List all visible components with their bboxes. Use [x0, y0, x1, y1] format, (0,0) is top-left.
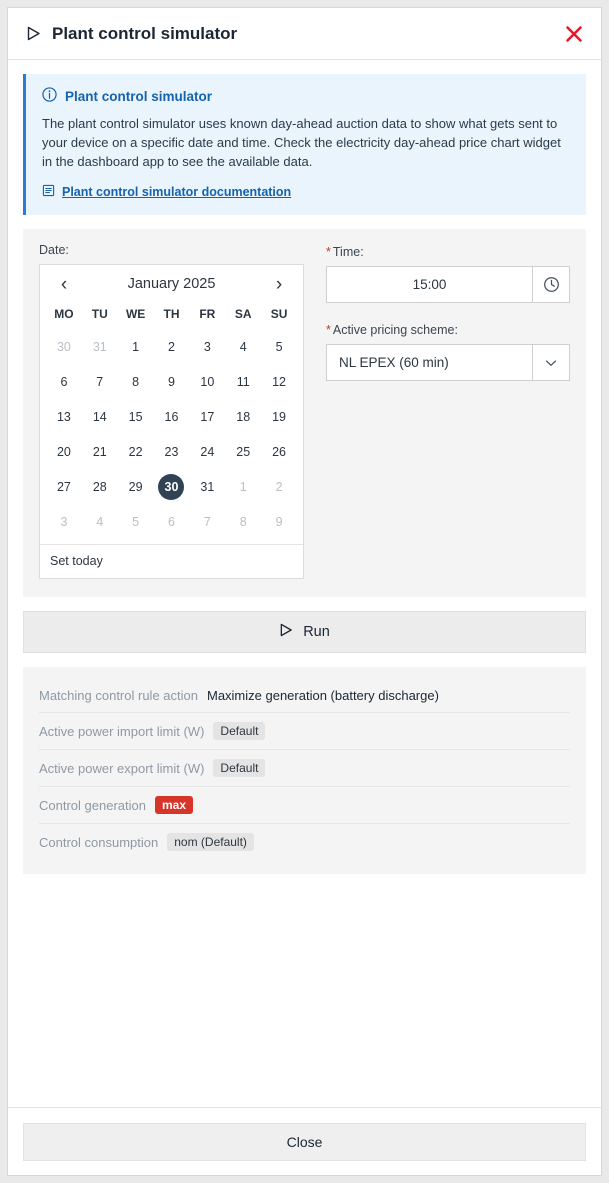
result-row	[39, 824, 570, 860]
calendar-dow-header: TU	[91, 307, 108, 321]
settings-column	[326, 243, 570, 579]
calendar-selected-day: 30	[158, 474, 184, 500]
calendar-day-cell[interactable]: 22	[128, 445, 143, 459]
calendar-day-cell[interactable]: 4	[96, 515, 104, 529]
calendar-day-cell[interactable]: 3	[60, 515, 68, 529]
calendar-dow-header: SU	[270, 307, 288, 321]
calendar-day-cell[interactable]: 16	[164, 410, 179, 424]
result-row	[39, 713, 570, 750]
calendar-day-cell[interactable]: 25	[236, 445, 251, 459]
calendar-day-cell[interactable]	[154, 470, 190, 505]
time-label-text: Time:	[332, 245, 364, 259]
calendar-day-cell[interactable]: 2	[275, 480, 283, 494]
calendar-day-cell[interactable]: 6	[168, 515, 175, 529]
pricing-scheme-value[interactable]: NL EPEX (60 min)	[339, 355, 449, 370]
calendar-day-cell[interactable]: 30	[56, 340, 71, 354]
close-button[interactable]: Close	[23, 1123, 586, 1161]
result-key: Active power import limit (W)	[39, 723, 205, 739]
calendar-day-cell[interactable]: 13	[56, 410, 71, 424]
calendar-day-cell[interactable]: 31	[200, 480, 215, 494]
page-title: Plant control simulator	[52, 23, 238, 43]
pricing-scheme-select[interactable]	[326, 344, 570, 381]
calendar-day-cell[interactable]: 28	[92, 480, 107, 494]
date-column	[39, 243, 304, 579]
time-label	[326, 245, 570, 259]
result-row	[39, 750, 570, 787]
calendar-day-cell[interactable]: 17	[200, 410, 215, 424]
info-banner-text: The plant control simulator uses known day-ahead auction data to show what gets sent to your device on a specific date and time. Check the electricity day-ahead price chart widget in the dashboard app to see the available data.	[42, 116, 561, 169]
calendar-day-cell[interactable]: 12	[272, 375, 287, 389]
chevron-down-icon[interactable]	[532, 345, 569, 380]
time-required-marker: *	[326, 245, 331, 259]
pricing-scheme-label	[326, 323, 570, 337]
document-icon	[42, 184, 55, 200]
dialog-body	[8, 60, 601, 1107]
calendar-dow-header: MO	[54, 307, 74, 321]
result-value: Maximize generation (battery discharge)	[206, 688, 439, 703]
chevron-left-icon[interactable]: ‹	[60, 273, 68, 295]
time-input[interactable]	[326, 266, 570, 303]
date-label: Date:	[39, 243, 69, 257]
info-circle-icon	[42, 87, 57, 105]
calendar-day-cell[interactable]: 21	[92, 445, 107, 459]
calendar-day-cell[interactable]: 4	[239, 340, 247, 354]
calendar-day-cell[interactable]: 11	[236, 375, 250, 389]
clock-icon[interactable]	[532, 267, 569, 302]
result-value: Default	[213, 722, 265, 740]
result-row	[39, 679, 570, 713]
calendar-day-cell[interactable]: 26	[272, 445, 287, 459]
calendar-day-cell[interactable]: 9	[168, 375, 175, 389]
result-key: Control consumption	[39, 834, 159, 850]
chevron-right-icon[interactable]: ›	[275, 273, 283, 295]
pricing-scheme-label-text: Active pricing scheme:	[332, 323, 458, 337]
play-outline-icon	[279, 623, 293, 641]
result-value: nom (Default)	[167, 833, 254, 851]
calendar-day-cell[interactable]: 14	[92, 410, 107, 424]
info-banner-heading-row	[42, 87, 570, 105]
calendar-day-cell[interactable]: 6	[60, 375, 68, 389]
run-button[interactable]	[23, 611, 586, 653]
simulator-form-panel	[23, 229, 586, 597]
result-value: max	[155, 796, 193, 814]
result-row	[39, 787, 570, 824]
documentation-link[interactable]	[42, 184, 570, 200]
calendar-day-cell[interactable]: 8	[132, 375, 140, 389]
calendar-nav	[40, 265, 303, 303]
result-key: Matching control rule action	[39, 688, 198, 703]
calendar-day-cell[interactable]: 2	[168, 340, 175, 354]
time-input-value[interactable]: 15:00	[412, 277, 447, 292]
calendar-day-cell[interactable]: 8	[239, 515, 247, 529]
calendar-dow-header: TH	[163, 307, 180, 321]
calendar-day-cell[interactable]: 9	[275, 515, 283, 529]
info-banner	[23, 74, 586, 215]
calendar-month-label: January 2025	[127, 276, 216, 292]
calendar-day-cell[interactable]: 18	[236, 410, 251, 424]
play-outline-icon	[26, 26, 41, 41]
calendar-day-cell[interactable]: 20	[56, 445, 71, 459]
close-icon[interactable]	[561, 21, 587, 47]
calendar-day-cell[interactable]: 31	[92, 340, 107, 354]
documentation-link-label: Plant control simulator documentation	[62, 185, 292, 199]
result-key: Active power export limit (W)	[39, 760, 205, 776]
plant-control-simulator-dialog	[7, 7, 602, 1176]
calendar-grid	[40, 303, 303, 544]
result-value: Default	[213, 759, 265, 777]
calendar-day-cell[interactable]: 29	[128, 480, 143, 494]
calendar-day-cell[interactable]: 7	[203, 515, 211, 529]
info-banner-title: Plant control simulator	[65, 88, 213, 104]
date-picker-calendar[interactable]	[39, 264, 304, 579]
calendar-day-cell[interactable]: 5	[132, 515, 140, 529]
result-key: Control generation	[39, 797, 146, 813]
dialog-title-group	[26, 24, 237, 44]
calendar-day-cell[interactable]: 1	[239, 480, 247, 494]
calendar-day-cell[interactable]: 23	[164, 445, 179, 459]
calendar-day-cell[interactable]: 7	[96, 375, 104, 389]
run-button-label: Run	[303, 624, 330, 640]
calendar-day-cell[interactable]: 24	[200, 445, 215, 459]
calendar-day-cell[interactable]: 10	[200, 375, 215, 389]
scheme-required-marker: *	[326, 323, 331, 337]
calendar-day-cell[interactable]: 1	[132, 340, 140, 354]
simulation-results	[23, 667, 586, 874]
set-today-button[interactable]: Set today	[40, 544, 303, 578]
calendar-dow-header: FR	[199, 307, 216, 321]
calendar-day-cell[interactable]: 15	[128, 410, 143, 424]
calendar-dow-header: WE	[125, 307, 146, 321]
calendar-day-cell[interactable]: 27	[56, 480, 71, 494]
dialog-footer	[8, 1107, 601, 1175]
calendar-day-cell[interactable]: 5	[275, 340, 283, 354]
calendar-day-cell[interactable]: 3	[203, 340, 211, 354]
calendar-dow-header: SA	[234, 307, 252, 321]
calendar-day-cell[interactable]: 19	[272, 410, 287, 424]
dialog-header	[8, 8, 601, 60]
